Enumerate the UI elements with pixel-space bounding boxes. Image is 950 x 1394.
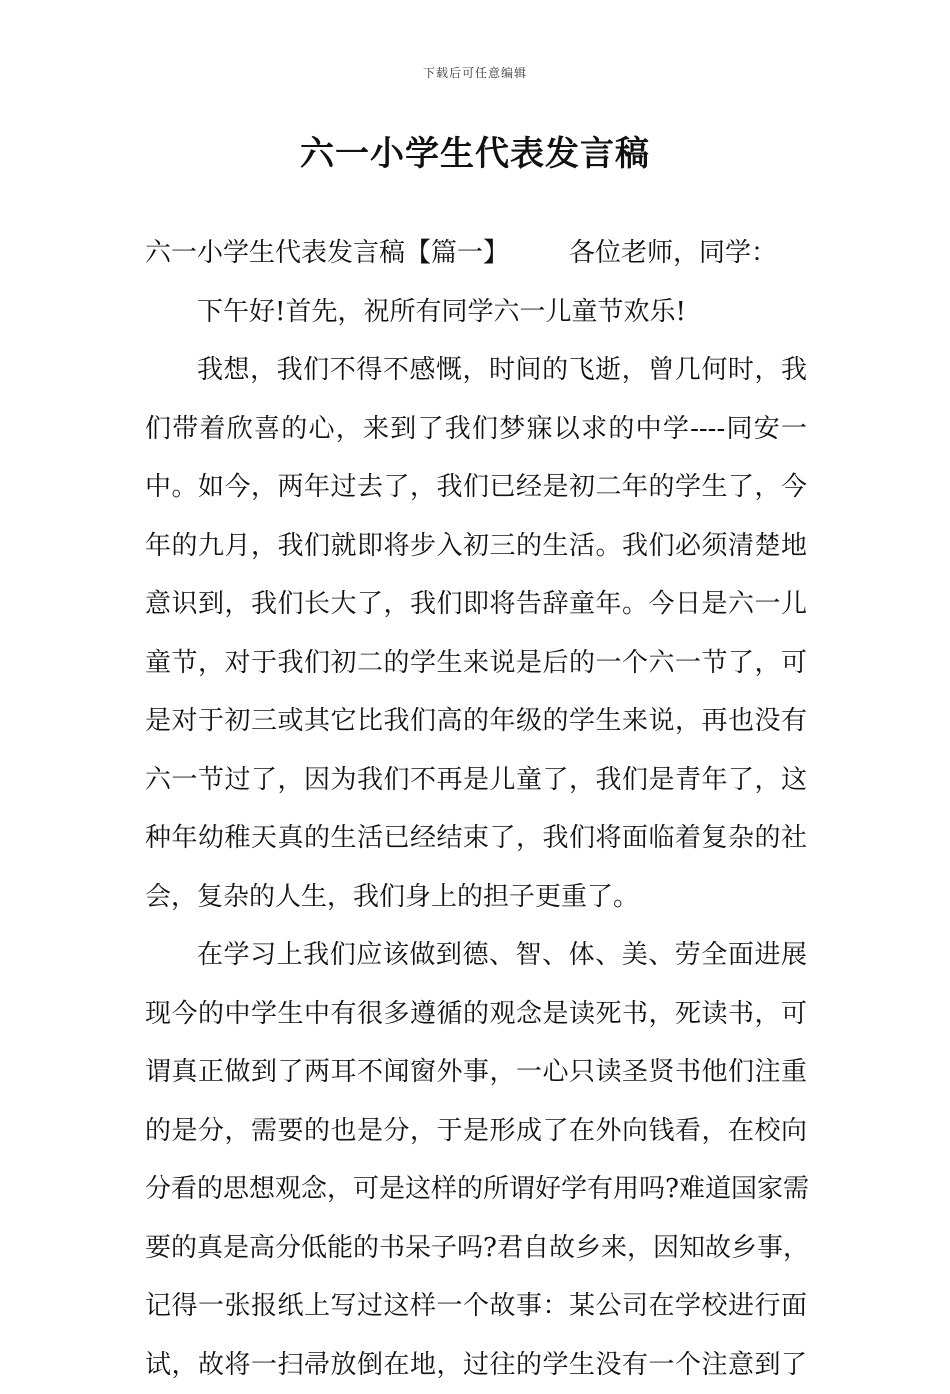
paragraph-line: 年的九月，我们就即将步入初三的生活。我们必须清楚地 bbox=[145, 517, 807, 576]
paragraph-line: 试，故将一扫帚放倒在地，过往的学生没有一个注意到了 bbox=[145, 1336, 807, 1394]
paragraph-line: 会，复杂的人生，我们身上的担子更重了。 bbox=[145, 868, 807, 927]
paragraph-line: 记得一张报纸上写过这样一个故事：某公司在学校进行面 bbox=[145, 1277, 807, 1336]
paragraph-line: 是对于初三或其它比我们高的年级的学生来说，再也没有 bbox=[145, 692, 807, 751]
section-heading-line bbox=[145, 224, 807, 283]
paragraph-line: 童节，对于我们初二的学生来说是后的一个六一节了，可 bbox=[145, 634, 807, 693]
paragraph-line: 六一节过了，因为我们不再是儿童了，我们是青年了，这 bbox=[145, 751, 807, 810]
paragraph-line: 的是分，需要的也是分，于是形成了在外向钱看，在校向 bbox=[145, 1102, 807, 1161]
paragraph-line: 现今的中学生中有很多遵循的观念是读死书，死读书，可 bbox=[145, 985, 807, 1044]
document-title: 六一小学生代表发言稿 bbox=[0, 126, 950, 175]
paragraph-line: 种年幼稚天真的生活已经结束了，我们将面临着复杂的社 bbox=[145, 809, 807, 868]
paragraph-line: 分看的思想观念，可是这样的所谓好学有用吗?难道国家需 bbox=[145, 1160, 807, 1219]
paragraph-line: 中。如今，两年过去了，我们已经是初二年的学生了，今 bbox=[145, 458, 807, 517]
paragraph-line: 要的真是高分低能的书呆子吗?君自故乡来，因知故乡事， bbox=[145, 1219, 807, 1278]
paragraph-line: 谓真正做到了两耳不闻窗外事，一心只读圣贤书他们注重 bbox=[145, 1043, 807, 1102]
paragraph-line: 我想，我们不得不感慨，时间的飞逝，曾几何时，我 bbox=[145, 341, 807, 400]
header-note: 下载后可任意编辑 bbox=[0, 64, 950, 81]
paragraph-line: 们带着欣喜的心，来到了我们梦寐以求的中学----同安一 bbox=[145, 400, 807, 459]
paragraph-line: 在学习上我们应该做到德、智、体、美、劳全面进展 bbox=[145, 926, 807, 985]
paragraph-line: 下午好!首先，祝所有同学六一儿童节欢乐! bbox=[145, 283, 807, 342]
section-heading: 六一小学生代表发言稿【篇一】 bbox=[145, 224, 509, 283]
paragraph-line: 意识到，我们长大了，我们即将告辞童年。今日是六一儿 bbox=[145, 575, 807, 634]
greeting: 各位老师，同学： bbox=[569, 224, 777, 283]
document-body bbox=[145, 224, 807, 1394]
